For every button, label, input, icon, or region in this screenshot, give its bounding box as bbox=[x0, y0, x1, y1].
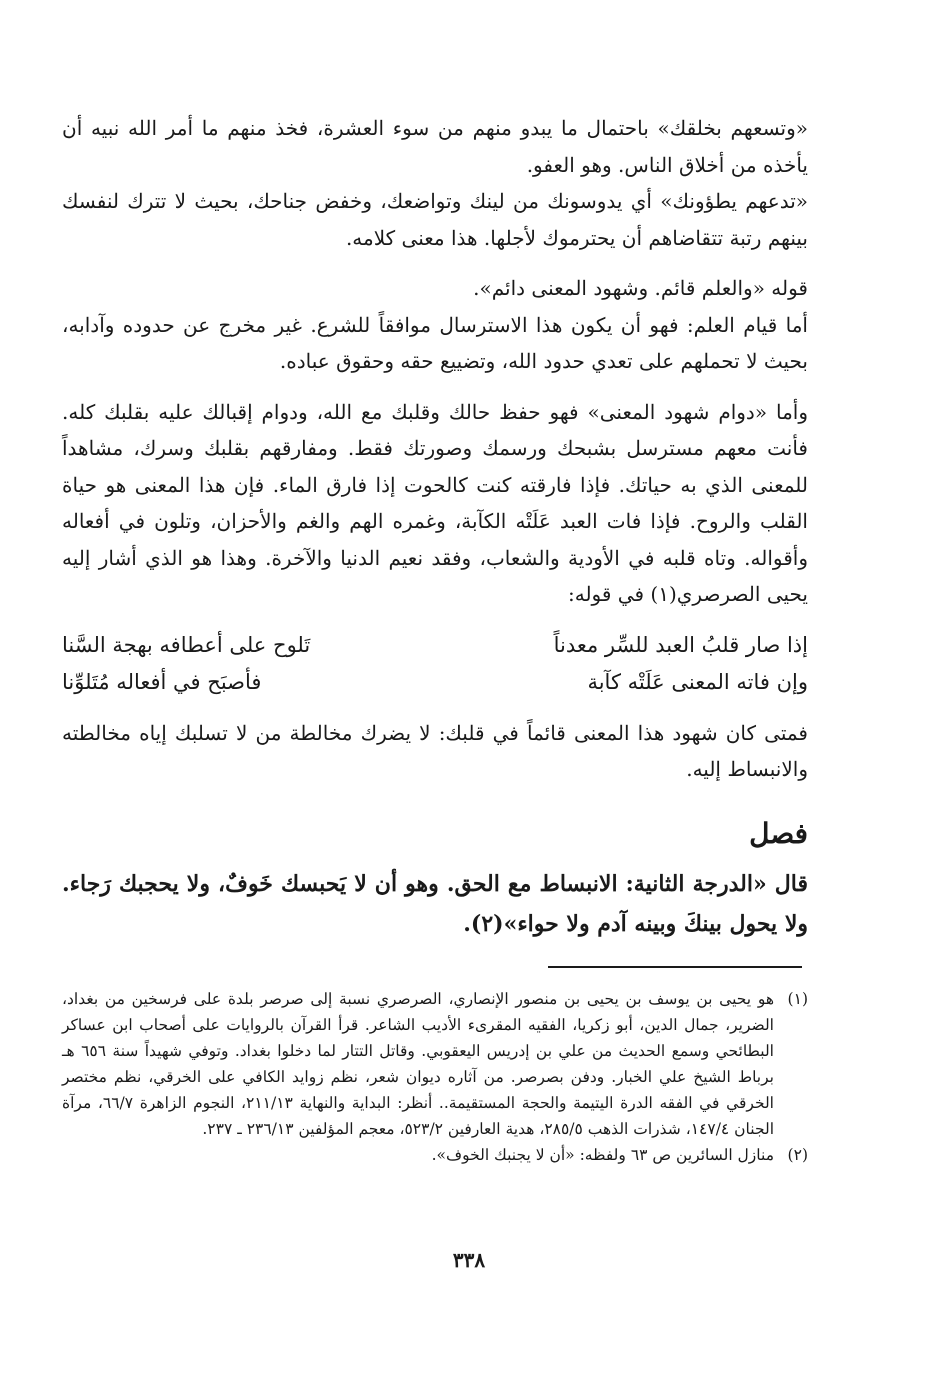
verse-2-second-hemistich: فأصبَح في أفعاله مُتَلوِّنا bbox=[62, 669, 262, 694]
verse-1-second-hemistich: تَلوح على أعطافه بهجة السَّنا bbox=[62, 632, 311, 657]
paragraph-1: «وتسعهم بخلقك» باحتمال ما يبدو منهم من سوء العشرة، فخذ منهم ما أمر الله نبيه أن يأخذه من أخلاق الناس. وهو العفو. bbox=[62, 116, 808, 177]
footnote-2 bbox=[62, 1142, 808, 1168]
footnote-divider bbox=[548, 966, 802, 968]
footnote-number: (٢) bbox=[787, 1146, 808, 1164]
footnote-1 bbox=[62, 986, 808, 1142]
verse-2-first-hemistich: وإن فاته المعنى عَلَتْه كآبة bbox=[587, 669, 808, 694]
page-number: ٣٣٨ bbox=[452, 1248, 486, 1272]
footnotes bbox=[62, 986, 808, 1168]
footnote-number: (١) bbox=[787, 990, 808, 1008]
verse-line-1 bbox=[62, 627, 808, 664]
paragraph-4: أما قيام العلم: فهو أن يكون هذا الاسترسال موافقاً للشرع. غير مخرج عن حدوده وآدابه، بحيث لا تحملهم على تعدي حدود الله، وتضييع حقه وحقوق عباده. bbox=[62, 312, 808, 373]
section-heading: فصل bbox=[749, 816, 808, 850]
paragraph-5: وأما «دوام شهود المعنى» فهو حفظ حالك وقلبك مع الله، ودوام إقبالك عليه بقلبك كله. فأنت معهم مسترسل بشبحك ورسمك وصورتك فقط. ومفارقهم بقلبك وسرك، مشاهداً للمعنى الذي به حياتك. فإذا فارقته كنت كالحوت إذا فارق الماء. فإن هذا المعنى هو حياة القلب والروح. فإذا فات العبد عَلَتْه الكآبة، وغمره الهم والغم والأحزان، وتلون في أفعاله وأقواله. وتاه قلبه في الأودية والشعاب، وفقد نعيم الدنيا والآخرة. وهذا هو الذي أشار إليه يحيى الصرصري(١) في قوله: bbox=[62, 399, 808, 606]
paragraph-6: فمتى كان شهود هذا المعنى قائماً في قلبك: لا يضرك مخالطة من لا تسلبك إياه مخالطته والانبساط إليه. bbox=[62, 720, 808, 781]
verse-line-2 bbox=[62, 664, 808, 701]
main-text bbox=[62, 110, 808, 944]
footnote-text: هو يحيى بن يوسف بن يحيى بن منصور الإنصاري، الصرصري نسبة إلى صرصر بلدة على فرسخين من بغداد، الضرير، جمال الدين، أبو زكريا، الفقيه المقرىء الأديب الشاعر. قرأ القرآن بالروايات على أصحاب ابن عساكر البطائحي وسمع الحديث من علي بن إدريس اليعقوبي. وقاتل التتار لما دخلوا بغداد. وتوفي شهيداً سنة ٦٥٦ هـ برباط الشيخ علي الخبار. ودفن بصرصر. من آثاره ديوان شعر، نظم زوايد الكافي على الخرقي، نظم مختصر الخرقي في الفقه الدرة اليتيمة والحجة المستقيمة.. أنظر: البداية والنهاية ٢١١/١٣، النجوم الزاهرة ٦٦/٧، مرآة الجنان ١٤٧/٤، شذرات الذهب ٢٨٥/٥، هدية العارفين ٥٢٣/٢، معجم المؤلفين ٢٣٦/١٣ ـ ٢٣٧. bbox=[62, 990, 774, 1138]
paragraph-2: «تدعهم يطؤونك» أي يدوسونك من لينك وتواضعك، وخفض جناحك، بحيث لا تترك لنفسك بينهم رتبة تتقاضاهم أن يحترموك لأجلها. هذا معنى كلامه. bbox=[62, 189, 808, 250]
paragraph-3: قوله «والعلم قائم. وشهود المعنى دائم». bbox=[473, 276, 808, 300]
paragraph-7: قال «الدرجة الثانية: الانبساط مع الحق. وهو أن لا يَحبسك خَوفٌ، ولا يحجبك رَجاء. ولا يحول بينكَ وبينه آدم ولا حواء»(٢). bbox=[62, 870, 808, 937]
verse-1-first-hemistich: إذا صار قلبُ العبد للسِّر معدناً bbox=[553, 632, 808, 657]
footnote-text: منازل السائرين ص ٦٣ ولفظه: «أن لا يجنبك الخوف». bbox=[431, 1146, 774, 1164]
